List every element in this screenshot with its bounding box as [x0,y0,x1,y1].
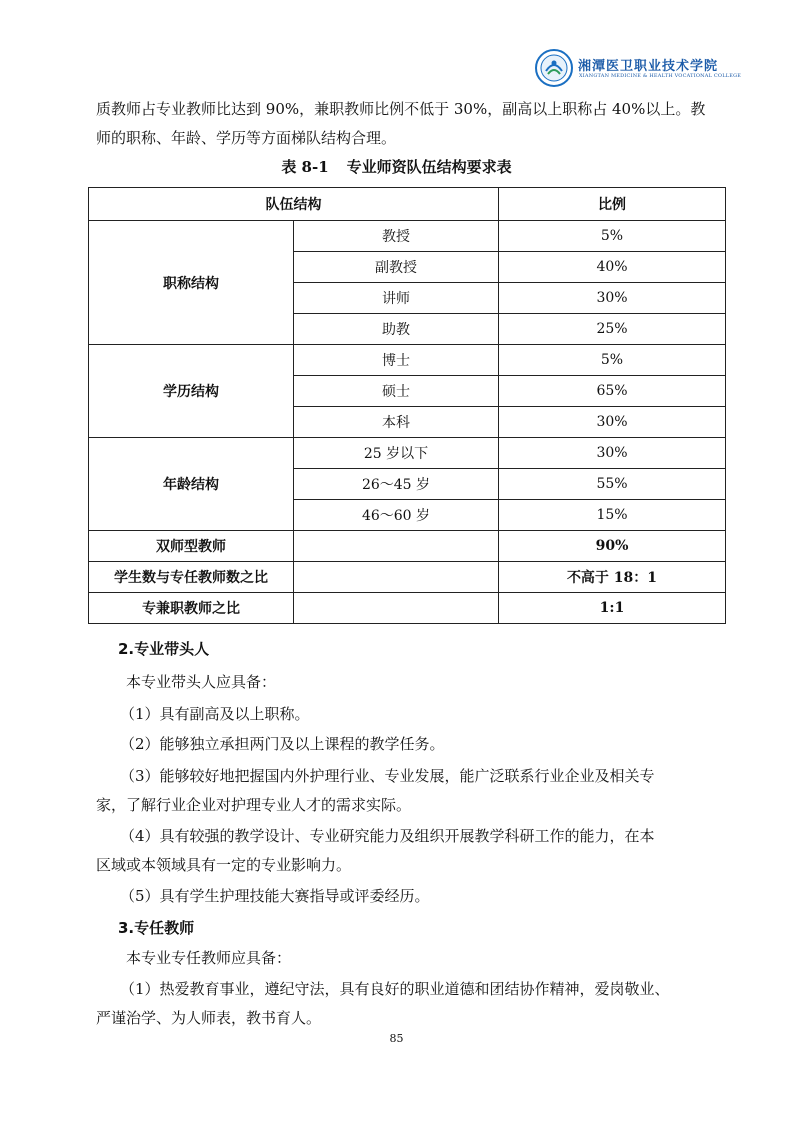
row-empty [294,531,499,562]
row-value: 25% [499,314,726,345]
row-item: 助教 [294,314,499,345]
table-row [89,221,726,252]
row-value: 90% [499,531,726,562]
row-item: 硕士 [294,376,499,407]
table-caption [0,156,793,177]
row-value: 5% [499,345,726,376]
row-value: 55% [499,469,726,500]
row-item: 讲师 [294,283,499,314]
section-2-item: （4）具有较强的教学设计、专业研究能力及组织开展教学科研工作的能力，在本 [120,827,655,845]
college-emblem-icon [535,49,573,87]
row-value: 30% [499,407,726,438]
table-row [89,593,726,624]
section-2-item-continued: 家，了解行业企业对护理专业人才的需求实际。 [96,796,412,814]
row-name-fulltime-parttime-ratio: 专兼职教师之比 [89,593,294,624]
group-title-education: 学历结构 [89,345,294,438]
row-name-student-teacher-ratio: 学生数与专任教师数之比 [89,562,294,593]
section-2-item: （3）能够较好地把握国内外护理行业、专业发展，能广泛联系行业企业及相关专 [120,767,655,785]
section-2-item: （1）具有副高及以上职称。 [120,705,310,723]
row-item: 46～60 岁 [294,500,499,531]
intro-line-1: 质教师占专业教师比达到 90%，兼职教师比例不低于 30%，副高以上职称占 40%以上。教 [96,100,706,118]
college-logo [535,46,742,90]
header-structure: 队伍结构 [89,188,499,221]
row-item: 教授 [294,221,499,252]
section-3-item-continued: 严谨治学、为人师表，教书育人。 [96,1009,322,1027]
table-row [89,531,726,562]
table-caption-title: 专业师资队伍结构要求表 [346,158,512,176]
row-item: 副教授 [294,252,499,283]
section-3-intro: 本专业专任教师应具备： [126,949,292,967]
table-row [89,438,726,469]
row-value: 1:1 [499,593,726,624]
row-item: 本科 [294,407,499,438]
row-value: 15% [499,500,726,531]
staff-structure-table [88,187,726,624]
row-item: 博士 [294,345,499,376]
section-2-heading: 2.专业带头人 [118,640,210,658]
row-value: 40% [499,252,726,283]
row-value: 5% [499,221,726,252]
header-ratio: 比例 [499,188,726,221]
row-value: 65% [499,376,726,407]
row-empty [294,593,499,624]
row-name-double-qualified: 双师型教师 [89,531,294,562]
intro-line-2: 师的职称、年龄、学历等方面梯队结构合理。 [96,129,397,147]
section-2-item: （5）具有学生护理技能大赛指导或评委经历。 [120,887,430,905]
section-2-item: （2）能够独立承担两门及以上课程的教学任务。 [120,735,445,753]
table-row [89,562,726,593]
row-value: 不高于 18：1 [499,562,726,593]
table-header-row [89,188,726,221]
row-value: 30% [499,283,726,314]
section-2-item-continued: 区域或本领域具有一定的专业影响力。 [96,856,352,874]
table-caption-number: 表 8-1 [281,158,329,176]
page-number: 85 [389,1032,404,1045]
row-empty [294,562,499,593]
logo-text: 湘潭医卫职业技术学院 [578,59,719,74]
section-3-item: （1）热爱教育事业，遵纪守法，具有良好的职业道德和团结协作精神，爱岗敬业、 [120,980,670,998]
section-3-heading: 3.专任教师 [118,919,195,937]
row-item: 26～45 岁 [294,469,499,500]
logo-subtext: XIANGTAN MEDICINE & HEALTH VOCATIONAL COLLEGE [579,73,742,79]
row-item: 25 岁以下 [294,438,499,469]
row-value: 30% [499,438,726,469]
group-title-rank: 职称结构 [89,221,294,345]
table-row [89,345,726,376]
section-2-intro: 本专业带头人应具备： [126,673,277,691]
group-title-age: 年龄结构 [89,438,294,531]
